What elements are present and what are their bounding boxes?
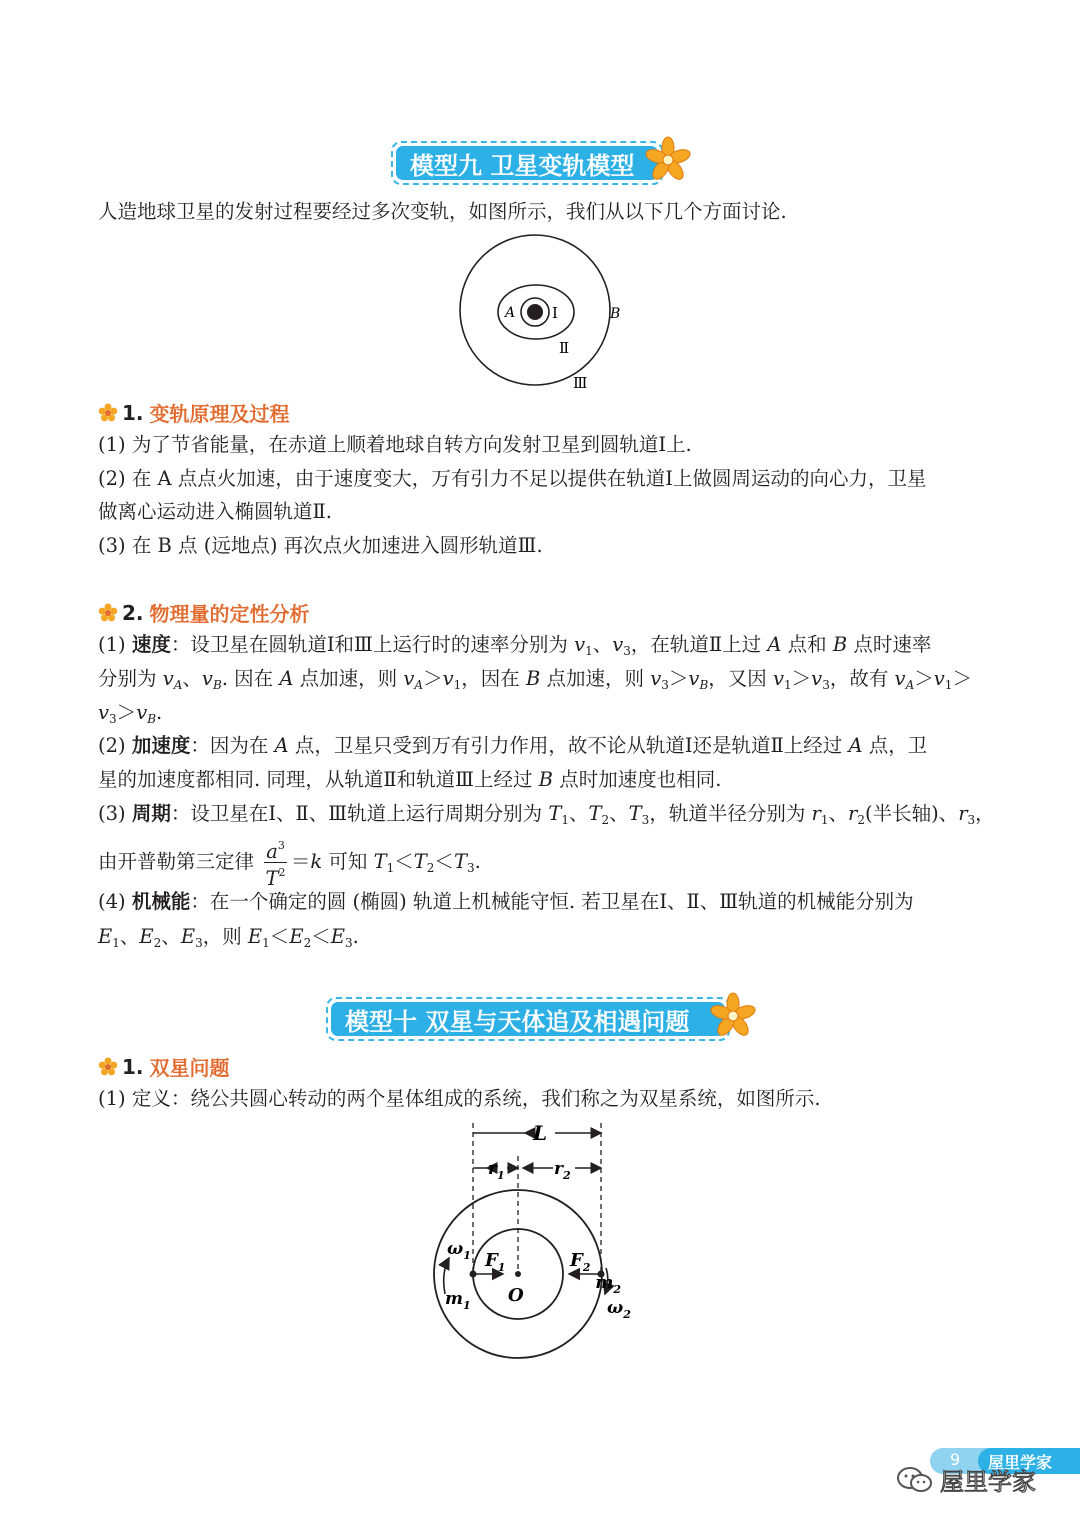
earth [527, 304, 543, 320]
flower-icon [642, 134, 694, 186]
svg-text:r2 [554, 1159, 571, 1182]
center-O [515, 1271, 521, 1277]
label-m1: m [445, 1289, 463, 1309]
speed-line-1: (1) 速度：设卫星在圆轨道Ⅰ和Ⅲ上运行时的速率分别为 $v_1$、$v_3$，在轨道Ⅱ上过 A 点和 B 点时速率 [98, 633, 932, 658]
energy-line-1: (4) 机械能：在一个确定的圆 (椭圆) 轨道上机械能守恒. 若卫星在Ⅰ、Ⅱ、Ⅲ轨道的机械能分别为 [98, 890, 914, 913]
orbit-diagram [455, 232, 645, 397]
speed-line-2: 分别为 $v_A$、$v_B$. 因在 A 点加速，则 $v_A>v_1$，因在 B 点加速，则 $v_3>v_B$，又因 $v_1>v_3$，故有 $v_A>v_1>$ [98, 667, 972, 692]
watermark [896, 1462, 1036, 1497]
section10-title: 模型十 双星与天体追及相遇问题 [331, 1002, 725, 1036]
section10-title-banner [326, 997, 730, 1041]
label-F1: F [485, 1250, 498, 1271]
svg-text:r1 [488, 1159, 505, 1182]
subscript-2: 2 [562, 1169, 571, 1182]
binary-definition: (1) 定义：绕公共圆心转动的两个星体组成的系统，我们称之为双星系统，如图所示. [98, 1087, 821, 1110]
label-I: Ⅰ [552, 304, 558, 322]
heading-number: 1. [122, 1054, 144, 1079]
watermark-text: 屋里学家 [940, 1468, 1036, 1496]
period-line-1: (3) 周期：设卫星在Ⅰ、Ⅱ、Ⅲ轨道上运行周期分别为 $T_1$、$T_2$、$T_3$，轨道半径分别为 $r_1$、$r_2$(半长轴)、$r_3$， [98, 802, 995, 827]
label-r2: r [554, 1159, 563, 1179]
flower-icon [707, 990, 759, 1042]
heading-number: 2. [122, 600, 144, 625]
subscript-1: 1 [496, 1169, 505, 1182]
section10-heading-1 [98, 1052, 230, 1081]
accel-line-2: 星的加速度都相同. 同理，从轨道Ⅱ和轨道Ⅲ上经过 B 点时加速度也相同. [98, 768, 722, 791]
svg-text:ω1 [447, 1239, 471, 1262]
energy-line-2: $E_1$、$E_2$、$E_3$，则 $E_1<E_2<E_3$. [98, 925, 359, 950]
section9-heading-2 [98, 598, 310, 627]
heading-title: 双星问题 [149, 1056, 230, 1080]
section9-heading-1 [98, 398, 290, 427]
paragraph-line: (3) 在 B 点 (远地点) 再次点火加速进入圆形轨道Ⅲ. [98, 534, 543, 557]
wechat-icon [896, 1465, 934, 1495]
binary-star-diagram [425, 1118, 631, 1368]
subscript-1: 1 [463, 1299, 471, 1312]
label-II: Ⅱ [559, 339, 570, 357]
section9-intro: 人造地球卫星的发射过程要经过多次变轨，如图所示，我们从以下几个方面讨论. [98, 200, 787, 223]
heading-title: 物理量的定性分析 [149, 602, 310, 626]
label-r1: r [488, 1159, 497, 1179]
subscript-2: 2 [582, 1261, 591, 1274]
svg-text:ω2 [607, 1298, 631, 1321]
subscript-2: 2 [623, 1308, 631, 1321]
heading-title: 变轨原理及过程 [149, 402, 290, 426]
label-F2: F [570, 1250, 583, 1271]
subscript-2: 2 [613, 1283, 621, 1296]
label-B: B [610, 306, 621, 322]
label-O: O [508, 1285, 524, 1306]
accel-line-1: (2) 加速度：因为在 A 点，卫星只受到万有引力作用，故不论从轨道Ⅰ还是轨道Ⅱ上经过 A 点，卫 [98, 734, 928, 757]
label-m2: m [595, 1273, 614, 1293]
label-w1: ω [447, 1239, 464, 1259]
label-L: L [533, 1121, 548, 1145]
label-A: A [505, 305, 516, 321]
svg-text:F1 [484, 1250, 505, 1274]
svg-text:F2 [569, 1250, 591, 1274]
kepler-fraction: $\frac{a^3}{T^2}$ [264, 836, 287, 889]
paragraph-line: 做离心运动进入椭圆轨道Ⅱ. [98, 500, 332, 523]
section9-title: 模型九 卫星变轨模型 [396, 146, 658, 180]
speed-line-3: $v_3>v_B$. [98, 701, 163, 726]
heading-number: 1. [122, 400, 144, 425]
label-w2: ω [607, 1298, 624, 1318]
small-flower-icon [98, 603, 118, 623]
svg-text:m2 [595, 1273, 621, 1296]
small-flower-icon [98, 1057, 118, 1077]
page-number: 9 [950, 1450, 961, 1469]
small-flower-icon [98, 403, 118, 423]
brand-text: 屋里学家 [988, 1453, 1053, 1472]
label-III: Ⅲ [573, 374, 588, 392]
period-line-2: 由开普勒第三定律 $\frac{a^3}{T^2}$ ＝k 可知 $T_1<T_2<T_3$. [98, 836, 988, 889]
paragraph-line: (1) 为了节省能量，在赤道上顺着地球自转方向发射卫星到圆轨道Ⅰ上. [98, 433, 692, 456]
section9-title-banner [391, 141, 663, 185]
line-text: (2) 在 A 点点火加速，由于速度变大，万有引力不足以提供在轨道Ⅰ上做圆周运动的向心力，卫星 [98, 467, 927, 490]
subscript-1: 1 [463, 1249, 471, 1262]
paragraph-line [98, 462, 988, 496]
subscript-1: 1 [497, 1261, 506, 1274]
svg-text:m1 [445, 1289, 471, 1312]
